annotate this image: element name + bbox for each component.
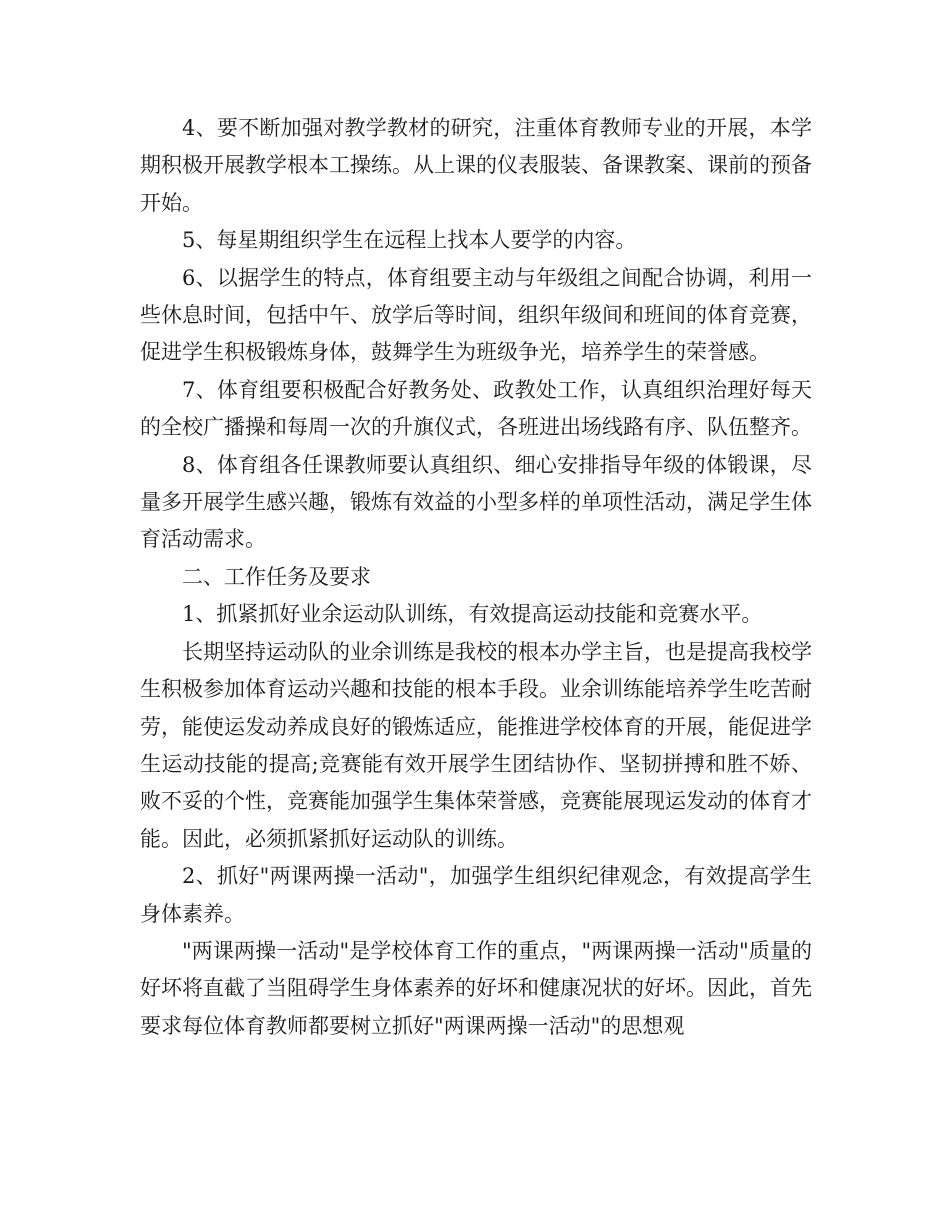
paragraph-item-7: 7、体育组要积极配合好教务处、政教处工作，认真组织治理好每天的全校广播操和每周一次的升旗仪式，各班进出场线路有序、队伍整齐。 <box>140 377 812 440</box>
task-item-2: 2、抓好"两课两操一活动"，加强学生组织纪律观念，有效提高学生身体素养。 <box>140 864 812 926</box>
paragraph-item-5: 5、每星期组织学生在远程上找本人要学的内容。 <box>182 228 637 253</box>
paragraph-item-8: 8、体育组各任课教师要认真组织、细心安排指导年级的体锻课，尽量多开展学生感兴趣，锻炼有效益的小型多样的单项性活动，满足学生体育活动需求。 <box>140 452 812 552</box>
paragraph-item-4: 4、要不断加强对教学教材的研究，注重体育教师专业的开展，本学期积极开展教学根本工操练。从上课的仪表服装、备课教案、课前的预备开始。 <box>140 116 812 215</box>
document-body <box>140 110 812 1045</box>
task-2-description: "两课两操一活动"是学校体育工作的重点，"两课两操一活动"质量的好坏将直截了当阻碍学生身体素养的好坏和健康况状的好坏。因此，首先要求每位体育教师都要树立抓好"两课两操一活动"的思想观 <box>140 938 812 1038</box>
section-heading: 二、工作任务及要求 <box>182 564 371 589</box>
task-item-1: 1、抓紧抓好业余运动队训练，有效提高运动技能和竞赛水平。 <box>182 602 763 627</box>
paragraph-item-6: 6、以据学生的特点，体育组要主动与年级组之间配合协调，利用一些休息时间，包括中午、放学后等时间，组织年级间和班间的体育竞赛，促进学生积极锻炼身体，鼓舞学生为班级争光，培养学生的荣誉感。 <box>140 265 812 365</box>
task-1-description: 长期坚持运动队的业余训练是我校的根本办学主旨，也是提高我校学生积极参加体育运动兴趣和技能的根本手段。业余训练能培养学生吃苦耐劳，能使运发动养成良好的锻炼适应，能推进学校体育的开展，能促进学生运动技能的提高;竞赛能有效开展学生团结协作、坚韧拼搏和胜不娇、败不妥的个性，竞赛能加强学生集体荣誉感，竞赛能展现运发动的体育才能。因此，必须抓紧抓好运动队的训练。 <box>140 639 812 851</box>
